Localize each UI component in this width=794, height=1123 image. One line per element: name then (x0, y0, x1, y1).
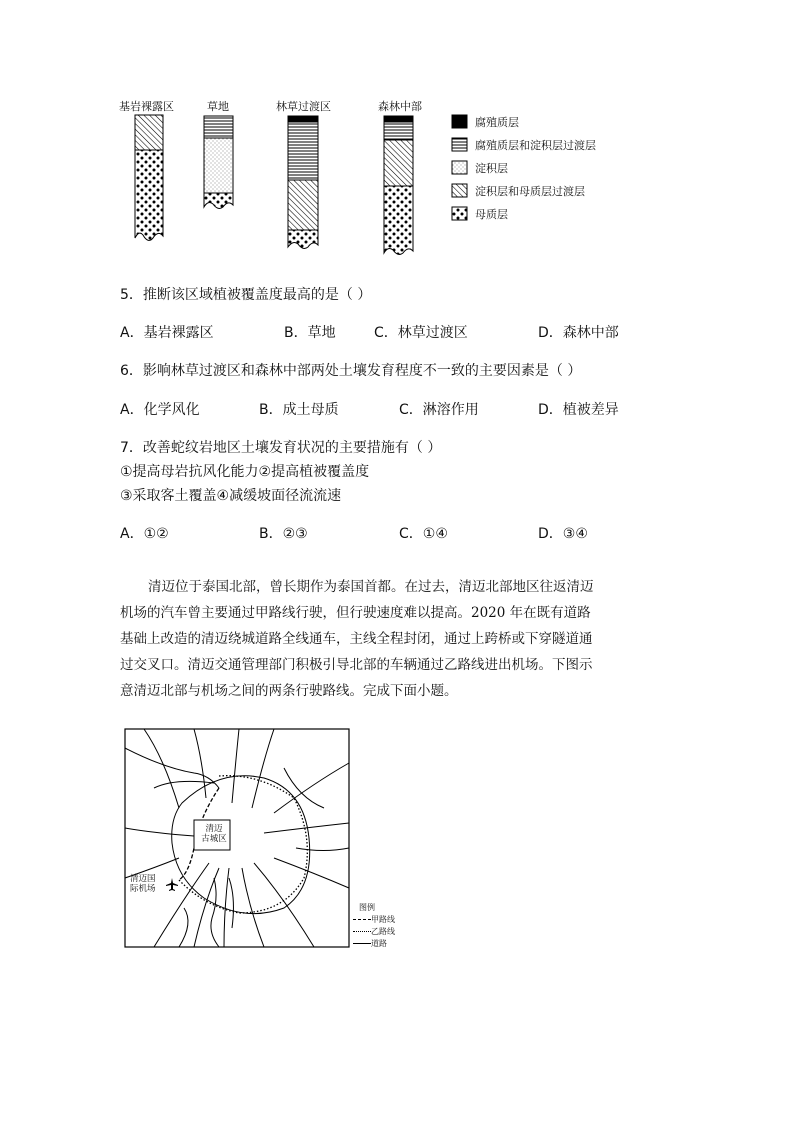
legend-label-parent: 母质层 (475, 208, 508, 221)
old-city-label (197, 824, 231, 844)
legend-swatch-parent (452, 207, 467, 220)
map-legend-route-b-label: 乙路线 (371, 927, 395, 936)
passage-line-1: 清迈位于泰国北部，曾长期作为泰国首都。在过去，清迈北部地区往返清迈 (148, 579, 594, 595)
question-6-option-c[interactable]: C．淋溶作用 (399, 402, 479, 418)
question-5-option-b[interactable]: B．草地 (284, 325, 336, 341)
column-label-forest: 森林中部 (378, 100, 422, 113)
soil-column-forest-middle (384, 116, 413, 254)
legend-label-illuvial-parent: 淀积层和母质层过渡层 (475, 185, 585, 198)
question-7-option-d[interactable]: D．③④ (538, 526, 588, 542)
question-6-option-b[interactable]: B．成土母质 (259, 402, 339, 418)
question-7-option-a[interactable]: A．①② (120, 526, 169, 542)
map-legend-route-a (353, 914, 395, 926)
soil-column-grassland (204, 116, 233, 208)
reading-passage (120, 574, 680, 704)
soil-column-forest-grass-transition (288, 116, 318, 248)
map-legend-road (353, 938, 395, 950)
question-7-line-1: ①提高母岩抗风化能力②提高植被覆盖度 (120, 464, 370, 480)
question-7-option-c[interactable]: C．①④ (399, 526, 448, 542)
passage-line-2: 机场的汽车曾主要通过甲路线行驶，但行驶速度难以提高。2020 年在既有道路 (120, 605, 591, 621)
airport-label-line-1: 清迈国 (130, 874, 156, 884)
airport-label-line-2: 际机场 (130, 884, 156, 894)
question-6-option-d[interactable]: D．植被差异 (538, 402, 619, 418)
map-legend-route-a-label: 甲路线 (371, 915, 395, 924)
passage-line-5: 意清迈北部与机场之间的两条行驶路线。完成下面小题。 (120, 683, 458, 699)
question-6-stem: 6．影响林草过渡区和森林中部两处土壤发育程度不一致的主要因素是（ ） (120, 363, 582, 379)
map-legend-title: 图例 (359, 903, 375, 912)
legend-label-humus: 腐殖质层 (475, 116, 519, 129)
question-5-option-a[interactable]: A．基岩裸露区 (120, 325, 214, 341)
column-label-transition: 林草过渡区 (276, 100, 331, 113)
passage-line-4: 过交叉口。清迈交通管理部门积极引导北部的车辆通过乙路线进出机场。下图示 (120, 657, 593, 673)
chiang-mai-route-map (124, 728, 350, 948)
old-city-label-line-2: 古城区 (201, 834, 227, 844)
question-7-option-b[interactable]: B．②③ (259, 526, 308, 542)
soil-column-bedrock (135, 115, 163, 240)
column-label-bedrock: 基岩裸露区 (119, 100, 174, 113)
airport-label (130, 874, 156, 894)
legend-swatch-illuvial (452, 161, 467, 174)
legend-swatch-illuvial-parent (452, 184, 467, 197)
legend-swatch-humus-illuvial (452, 138, 467, 151)
question-5-stem: 5．推断该区域植被覆盖度最高的是（ ） (120, 287, 372, 303)
question-6-option-a[interactable]: A．化学风化 (120, 402, 200, 418)
question-5-option-d[interactable]: D．森林中部 (538, 325, 619, 341)
passage-line-3: 基础上改造的清迈绕城道路全线通车，主线全程封闭，通过上跨桥或下穿隧道通 (120, 631, 593, 647)
soil-profile-figure (0, 90, 794, 265)
legend-label-humus-illuvial: 腐殖质层和淀积层过渡层 (475, 139, 596, 152)
old-city-label-line-1: 清迈 (205, 824, 223, 834)
legend-label-illuvial: 淀积层 (475, 162, 508, 175)
question-7-line-2: ③采取客土覆盖④减缓坡面径流流速 (120, 488, 342, 504)
map-legend-route-b (353, 926, 395, 938)
map-legend-road-label: 道路 (371, 939, 387, 948)
question-7-stem: 7．改善蛇纹岩地区土壤发育状况的主要措施有（ ） (120, 440, 442, 456)
map-legend (353, 902, 395, 950)
column-label-grassland: 草地 (207, 100, 229, 113)
legend-swatch-humus (452, 115, 467, 128)
question-5-option-c[interactable]: C．林草过渡区 (374, 325, 468, 341)
